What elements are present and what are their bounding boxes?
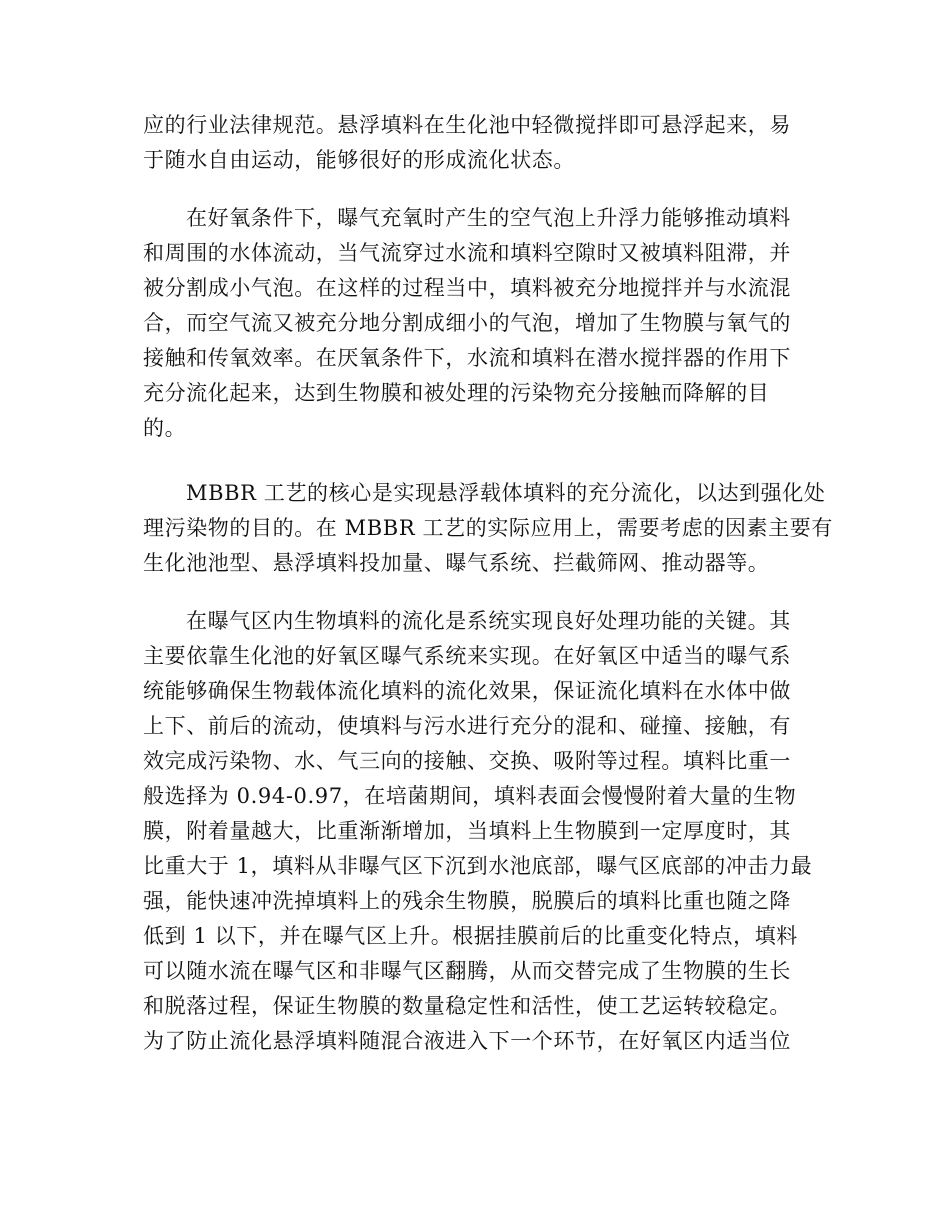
text-line: 于随水自由运动，能够很好的形成流化状态。	[143, 148, 575, 172]
text-line: 和周围的水体流动，当气流穿过水流和填料空隙时又被填料阻滞，并	[143, 241, 791, 265]
text-line: 上下、前后的流动，使填料与污水进行充分的混和、碰撞、接触，有	[143, 714, 791, 738]
text-line: 应的行业法律规范。悬浮填料在生化池中轻微搅拌即可悬浮起来，易	[143, 113, 791, 137]
text-line: 可以随水流在曝气区和非曝气区翻腾，从而交替完成了生物膜的生长	[143, 959, 791, 983]
text-line: 合，而空气流又被充分地分割成细小的气泡，增加了生物膜与氧气的	[143, 311, 791, 335]
text-line: 理污染物的目的。在 MBBR 工艺的实际应用上，需要考虑的因素主要有	[143, 516, 833, 540]
text-line: 被分割成小气泡。在这样的过程当中，填料被充分地搅拌并与水流混	[143, 276, 791, 300]
text-line: 统能够确保生物载体流化填料的流化效果，保证流化填料在水体中做	[143, 679, 791, 703]
text-line: 效完成污染物、水、气三向的接触、交换、吸附等过程。填料比重一	[143, 749, 791, 773]
text-line: 接触和传氧效率。在厌氧条件下，水流和填料在潜水搅拌器的作用下	[143, 346, 791, 370]
text-line: 的。	[143, 416, 187, 440]
text-line: 充分流化起来，达到生物膜和被处理的污染物充分接触而降解的目	[143, 381, 770, 405]
text-line: 在好氧条件下，曝气充氧时产生的空气泡上升浮力能够推动填料	[186, 206, 791, 230]
text-line: 般选择为 0.94-0.97，在培菌期间，填料表面会慢慢附着大量的生物	[143, 784, 797, 808]
text-line: 和脱落过程，保证生物膜的数量稳定性和活性，使工艺运转较稳定。	[143, 994, 791, 1018]
text-line: 强，能快速冲洗掉填料上的残余生物膜，脱膜后的填料比重也随之降	[143, 889, 791, 913]
text-line: MBBR 工艺的核心是实现悬浮载体填料的充分流化，以达到强化处	[186, 481, 826, 505]
text-line: 比重大于 1，填料从非曝气区下沉到水池底部，曝气区底部的冲击力最	[143, 854, 813, 878]
text-line: 膜，附着量越大，比重渐渐增加，当填料上生物膜到一定厚度时，其	[143, 819, 791, 843]
text-line: 为了防止流化悬浮填料随混合液进入下一个环节，在好氧区内适当位	[143, 1029, 791, 1053]
text-line: 在曝气区内生物填料的流化是系统实现良好处理功能的关键。其	[186, 609, 791, 633]
text-line: 生化池池型、悬浮填料投加量、曝气系统、拦截筛网、推动器等。	[143, 551, 770, 575]
text-line: 低到 1 以下，并在曝气区上升。根据挂膜前后的比重变化特点，填料	[143, 924, 798, 948]
text-line: 主要依靠生化池的好氧区曝气系统来实现。在好氧区中适当的曝气系	[143, 644, 791, 668]
